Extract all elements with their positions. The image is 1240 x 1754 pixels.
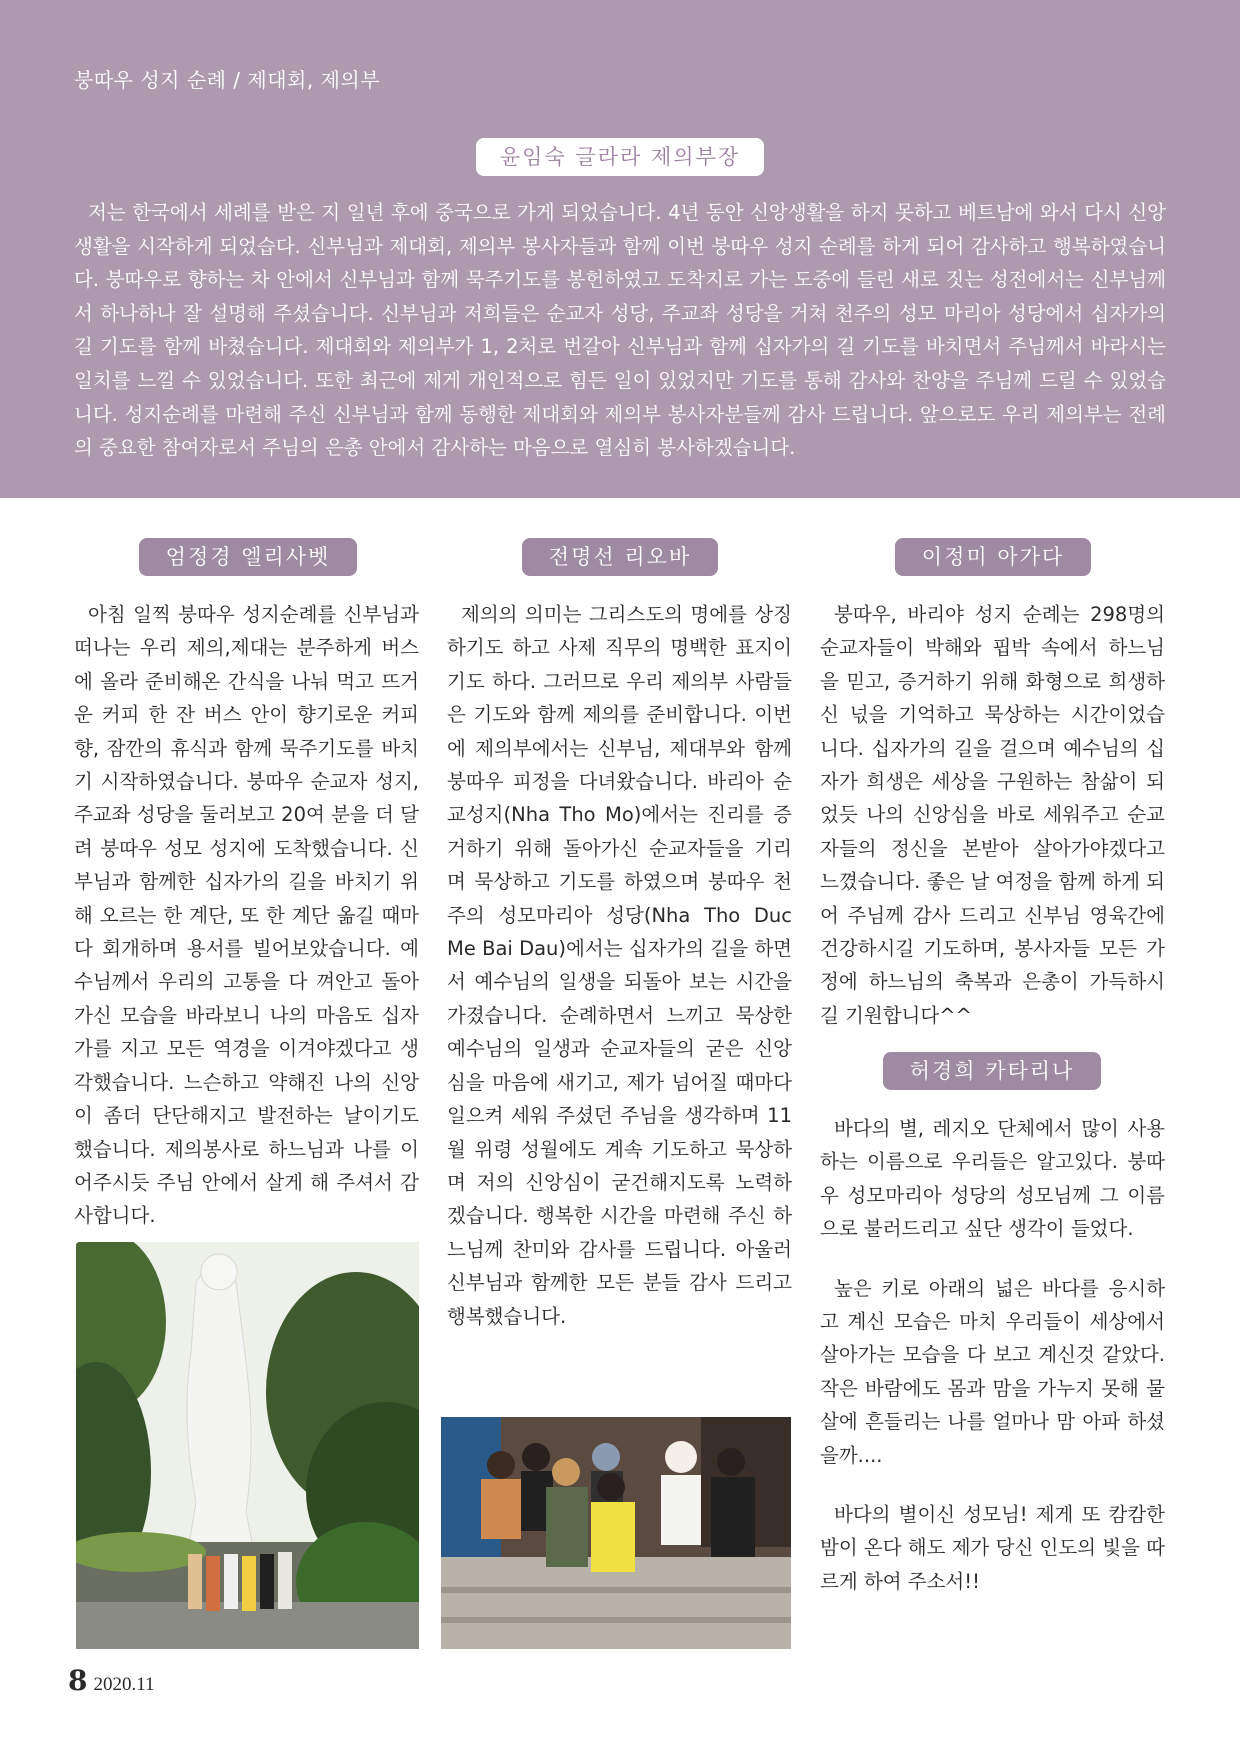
page-header-title: 붕따우 성지 순례 / 제대회, 제의부 bbox=[74, 68, 381, 92]
column4-author-pill: 허경희 카타리나 bbox=[883, 1052, 1101, 1090]
intro-author-pill: 윤임숙 글라라 제의부장 bbox=[476, 138, 764, 176]
column2-author-pill: 전명선 리오바 bbox=[522, 538, 718, 576]
group-on-steps-photo bbox=[441, 1417, 791, 1649]
column4-body bbox=[820, 1112, 1165, 1598]
column3-author-pill: 이정미 아가다 bbox=[895, 538, 1091, 576]
page-number: 8 bbox=[68, 1664, 88, 1697]
page-footer bbox=[68, 1664, 155, 1697]
column1-body bbox=[74, 598, 419, 1233]
column1-author-pill: 엄정경 엘리사벳 bbox=[139, 538, 357, 576]
column1-paragraph: 아침 일찍 붕따우 성지순례를 신부님과 떠나는 우리 제의,제대는 분주하게 버스에 올라 준비해온 간식을 나눠 먹고 뜨거운 커피 한 잔 버스 안이 향기로운 커피향, 잠깐의 휴식과 함께 묵주기도를 바치기 시작하였습니다. 붕따우 순교자 성지, 주교좌 성당을 둘러보고 20여 분을 더 달려 붕따우 성모 성지에 도착했습니다. 신부님과 함께한 십자가의 길을 바치기 위해 오르는 한 계단, 또 한 계단 옮길 때마다 회개하며 용서를 빌어보았습니다. 예수님께서 우리의 고통을 다 껴안고 돌아가신 모습을 바라보니 나의 마음도 십자가를 지고 모든 역경을 이겨야겠다고 생각했습니다. 느슨하고 약해진 나의 신앙이 좀더 단단해지고 발전하는 날이기도 했습니다. 제의봉사로 하느님과 나를 이어주시듯 주님 안에서 살게 해 주셔서 감사합니다. bbox=[74, 603, 419, 1228]
statue-group-photo bbox=[76, 1242, 419, 1649]
column2-paragraph: 제의의 의미는 그리스도의 명에를 상징하기도 하고 사제 직무의 명백한 표지이기도 하다. 그러므로 우리 제의부 사람들은 기도와 함께 제의를 준비합니다. 이번에 제의부에서는 신부님, 제대부와 함께 붕따우 피정을 다녀왔습니다. 바리아 순교성지(Nha Tho Mo)에서는 진리를 증거하기 위해 돌아가신 순교자들을 기리며 묵상하고 기도를 하였으며 붕따우 천주의 성모마리아 성당(Nha Tho Duc Me Bai Dau)에서는 십자가의 길을 하면서 예수님의 일생을 되돌아 보는 시간을 가졌습니다. 순례하면서 느끼고 묵상한 예수님의 일생과 순교자들의 굳은 신앙심을 마음에 새기고, 제가 넘어질 때마다 일으켜 세워 주셨던 주님을 생각하며 11월 위령 성월에도 계속 기도하고 묵상하며 저의 신앙심이 굳건해지도록 노력하겠습니다. 행복한 시간을 마련해 주신 하느님께 찬미와 감사를 드립니다. 아울러 신부님과 함께한 모든 분들 감사 드리고 행복했습니다. bbox=[447, 603, 792, 1328]
column4-paragraph-3: 바다의 별이신 성모님! 제게 또 캄캄한 밤이 온다 해도 제가 당신 인도의 빛을 따르게 하여 주소서!! bbox=[820, 1503, 1165, 1593]
column4-paragraph-2: 높은 키로 아래의 넓은 바다를 응시하고 계신 모습은 마치 우리들이 세상에서 살아가는 모습을 다 보고 계신것 같았다. 작은 바람에도 몸과 맘을 가누지 못해 물살에 흔들리는 나를 얼마나 맘 아파 하셨을까.... bbox=[820, 1276, 1165, 1467]
intro-text: 저는 한국에서 세례를 받은 지 일년 후에 중국으로 가게 되었습니다. 4년 동안 신앙생활을 하지 못하고 베트남에 와서 다시 신앙생활을 시작하게 되었습다. 신부님과 제대회, 제의부 봉사자들과 함께 이번 붕따우 성지 순례를 하게 되어 감사하고 행복하였습니다. 붕따우로 향하는 차 안에서 신부님과 함께 묵주기도를 봉헌하였고 도착지로 가는 도중에 들린 새로 짓는 성전에서는 신부님께서 하나하나 잘 설명해 주셨습니다. 신부님과 저희들은 순교자 성당, 주교좌 성당을 거쳐 천주의 성모 마리아 성당에서 십자가의 길 기도를 함께 바쳤습니다. 제대회와 제의부가 1, 2처로 번갈아 신부님과 함께 십자가의 길 기도를 바치면서 주님께서 바라시는 일치를 느낄 수 있었습니다. 또한 최근에 제게 개인적으로 힘든 일이 있었지만 기도를 통해 감사와 찬양을 주님께 드릴 수 있었습니다. 성지순례를 마련해 주신 신부님과 함께 동행한 제대회와 제의부 봉사자분들께 감사 드립니다. 앞으로도 우리 제의부는 전례의 중요한 참여자로서 주님의 은총 안에서 감사하는 마음으로 열심히 봉사하겠습니다. bbox=[74, 201, 1166, 460]
column4-paragraph-1: 바다의 별, 레지오 단체에서 많이 사용하는 이름으로 우리들은 알고있다. 붕따우 성모마리아 성당의 성모님께 그 이름으로 불러드리고 싶단 생각이 들었다. bbox=[820, 1117, 1165, 1241]
column3-paragraph: 붕따우, 바리야 성지 순례는 298명의 순교자들이 박해와 핍박 속에서 하느님을 믿고, 증거하기 위해 화형으로 희생하신 넋을 기억하고 묵상하는 시간이었습니다. 십자가의 길을 걸으며 예수님의 십자가 희생은 세상을 구원하는 참삶이 되었듯 나의 신앙심을 바로 세워주고 순교자들의 정신을 본받아 살아가야겠다고 느꼈습니다. 좋은 날 여정을 함께 하게 되어 주님께 감사 드리고 신부님 영육간에 건강하시길 기도하며, 봉사자들 모든 가정에 하느님의 축복과 은총이 가득하시길 기원합니다^^ bbox=[820, 603, 1165, 1027]
column3-body bbox=[820, 598, 1165, 1032]
column2-body bbox=[447, 598, 792, 1333]
issue-date: 2020.11 bbox=[93, 1674, 155, 1695]
